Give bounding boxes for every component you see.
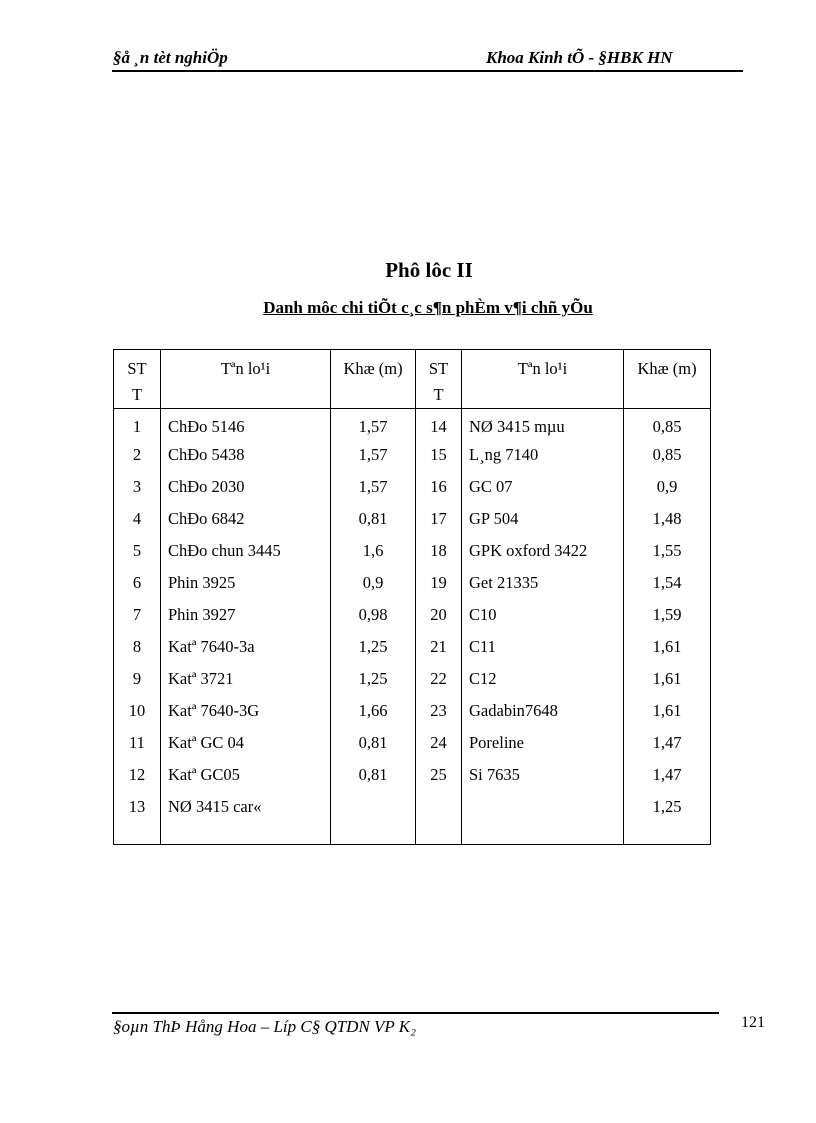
product-name-cell: ChÐo chun 3445 — [161, 537, 331, 569]
appendix-title: Phô lôc II — [385, 258, 473, 282]
product-name-cell: Phin 3925 — [161, 569, 331, 601]
footer-rule — [112, 1012, 719, 1014]
index-cell: 19 — [416, 569, 462, 601]
width-cell: 0,85 — [624, 409, 711, 442]
index-cell: 20 — [416, 601, 462, 633]
width-cell: 1,61 — [624, 633, 711, 665]
table-row — [114, 473, 711, 505]
width-cell: 1,61 — [624, 665, 711, 697]
column-header: ST T — [114, 350, 161, 409]
table-row — [114, 537, 711, 569]
product-name-cell: Si 7635 — [462, 761, 624, 793]
appendix-subtitle: Danh môc chi tiÕt c¸c s¶n phÈm v¶i chñ yÕu — [263, 298, 593, 317]
table-row — [114, 793, 711, 845]
index-cell: 15 — [416, 441, 462, 473]
index-cell: 5 — [114, 537, 161, 569]
index-cell: 2 — [114, 441, 161, 473]
product-name-cell: C12 — [462, 665, 624, 697]
table-row — [114, 409, 711, 442]
width-cell: 1,25 — [624, 793, 711, 845]
column-header: Tªn lo¹i — [161, 350, 331, 409]
product-name-cell: Phin 3927 — [161, 601, 331, 633]
product-name-cell: NØ 3415 car« — [161, 793, 331, 845]
product-name-cell: GP 504 — [462, 505, 624, 537]
header-left-text: §å ¸n tèt nghiÖp — [113, 48, 228, 67]
column-header: Khæ (m) — [624, 350, 711, 409]
product-name-cell: NØ 3415 mµu — [462, 409, 624, 442]
product-name-cell: C11 — [462, 633, 624, 665]
product-name-cell: Katª GC 04 — [161, 729, 331, 761]
product-name-cell: ChÐo 2030 — [161, 473, 331, 505]
index-cell: 17 — [416, 505, 462, 537]
width-cell — [331, 793, 416, 845]
width-cell: 0,9 — [624, 473, 711, 505]
product-name-cell: Gadabin7648 — [462, 697, 624, 729]
width-cell: 0,81 — [331, 505, 416, 537]
table-row — [114, 505, 711, 537]
table-body — [114, 409, 711, 845]
page-number: 121 — [741, 1014, 765, 1031]
index-cell: 18 — [416, 537, 462, 569]
width-cell: 1,66 — [331, 697, 416, 729]
table-row — [114, 633, 711, 665]
product-name-cell: Katª 7640-3G — [161, 697, 331, 729]
product-name-cell: Get 21335 — [462, 569, 624, 601]
column-header: ST T — [416, 350, 462, 409]
index-cell: 1 — [114, 409, 161, 442]
table-header-row — [114, 350, 711, 409]
index-cell: 8 — [114, 633, 161, 665]
index-cell: 13 — [114, 793, 161, 845]
width-cell: 1,55 — [624, 537, 711, 569]
width-cell: 0,98 — [331, 601, 416, 633]
table-row — [114, 729, 711, 761]
width-cell: 1,25 — [331, 633, 416, 665]
index-cell: 14 — [416, 409, 462, 442]
table-row — [114, 441, 711, 473]
index-cell: 22 — [416, 665, 462, 697]
column-header: Tªn lo¹i — [462, 350, 624, 409]
header-right-text: Khoa Kinh tÕ - §HBK HN — [486, 48, 673, 67]
index-cell: 24 — [416, 729, 462, 761]
width-cell: 1,47 — [624, 729, 711, 761]
table-row — [114, 761, 711, 793]
width-cell: 1,48 — [624, 505, 711, 537]
index-cell: 16 — [416, 473, 462, 505]
header-rule — [112, 70, 743, 72]
width-cell: 1,25 — [331, 665, 416, 697]
product-name-cell: GC 07 — [462, 473, 624, 505]
width-cell: 1,47 — [624, 761, 711, 793]
index-cell: 9 — [114, 665, 161, 697]
width-cell: 1,54 — [624, 569, 711, 601]
width-cell: 0,81 — [331, 729, 416, 761]
index-cell: 3 — [114, 473, 161, 505]
index-cell: 10 — [114, 697, 161, 729]
table-row — [114, 665, 711, 697]
index-cell: 25 — [416, 761, 462, 793]
width-cell: 1,57 — [331, 409, 416, 442]
product-name-cell: Katª 3721 — [161, 665, 331, 697]
index-cell: 4 — [114, 505, 161, 537]
product-name-cell: Poreline — [462, 729, 624, 761]
width-cell: 1,57 — [331, 441, 416, 473]
width-cell: 1,61 — [624, 697, 711, 729]
product-name-cell: Katª 7640-3a — [161, 633, 331, 665]
index-cell: 11 — [114, 729, 161, 761]
width-cell: 1,57 — [331, 473, 416, 505]
product-name-cell — [462, 793, 624, 845]
product-name-cell: ChÐo 6842 — [161, 505, 331, 537]
index-cell: 21 — [416, 633, 462, 665]
product-name-cell: ChÐo 5146 — [161, 409, 331, 442]
footer-author-text: §oµn ThÞ Hång Hoa – Líp C§ QTDN VP K₂ — [113, 1017, 417, 1036]
width-cell: 0,81 — [331, 761, 416, 793]
index-cell: 6 — [114, 569, 161, 601]
index-cell: 12 — [114, 761, 161, 793]
index-cell — [416, 793, 462, 845]
width-cell: 1,6 — [331, 537, 416, 569]
product-name-cell: L¸ng 7140 — [462, 441, 624, 473]
product-table — [113, 349, 711, 845]
index-cell: 23 — [416, 697, 462, 729]
product-name-cell: Katª GC05 — [161, 761, 331, 793]
product-name-cell: C10 — [462, 601, 624, 633]
width-cell: 0,85 — [624, 441, 711, 473]
column-header: Khæ (m) — [331, 350, 416, 409]
product-name-cell: ChÐo 5438 — [161, 441, 331, 473]
index-cell: 7 — [114, 601, 161, 633]
table-row — [114, 601, 711, 633]
table-row — [114, 569, 711, 601]
product-name-cell: GPK oxford 3422 — [462, 537, 624, 569]
table-row — [114, 697, 711, 729]
width-cell: 1,59 — [624, 601, 711, 633]
width-cell: 0,9 — [331, 569, 416, 601]
